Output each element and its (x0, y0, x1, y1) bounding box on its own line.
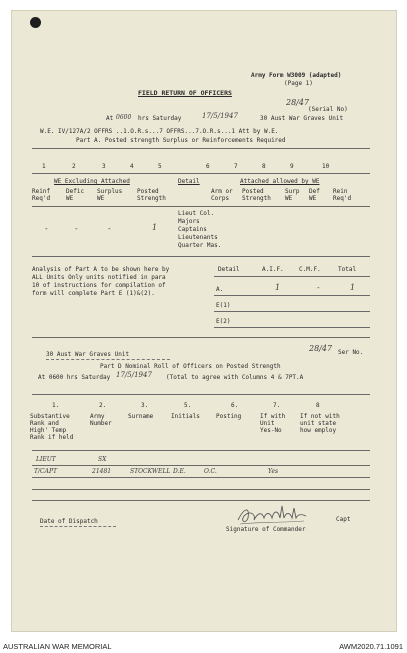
d-header-with-unit: If with Unit Yes-No (260, 413, 286, 434)
entry-army-prefix: SX (98, 456, 107, 463)
analysis-row-a-aif: 1 (275, 283, 281, 292)
value-posted: 1 (152, 223, 158, 232)
time-value: 0600 (116, 114, 132, 121)
commander-signature (236, 502, 308, 528)
analysis-line-2: ALL Units Only units notified in para (32, 274, 166, 281)
header-posted: Posted Strength (137, 188, 166, 202)
value-reinf: - (45, 224, 48, 233)
header-rein: Rein Req'd (333, 188, 352, 202)
analysis-header-total: Total (338, 266, 357, 273)
rule (32, 206, 370, 207)
rule (214, 311, 370, 312)
header-defic: Defic WE (66, 188, 85, 202)
entry-rank-sub: LIEUT (36, 456, 56, 463)
rule (32, 489, 370, 490)
header-arm-corps: Arm or Corps (211, 188, 233, 202)
entry-surname: STOCKWELL (130, 468, 171, 475)
d-header-army-number: Army Number (90, 413, 112, 427)
value-surplus: - (108, 224, 111, 233)
d-col-num-8: 8 (316, 402, 320, 409)
part-d-unit: 30 Aust War Graves Unit (46, 351, 130, 358)
signature-label: Signature of Commander (226, 526, 306, 533)
rank-captains: Captains (178, 226, 207, 233)
analysis-header-aif: A.I.F. (262, 266, 284, 273)
value-defic: - (75, 224, 78, 233)
col-num-5: 5 (158, 163, 162, 170)
col-num-10: 10 (322, 163, 330, 170)
d-col-num-6: 6. (231, 402, 239, 409)
analysis-row-a-cmf: - (317, 283, 320, 292)
group-heading-left: WE Excluding Attached (54, 178, 130, 185)
part-d-title: Part D Nominal Roll of Officers on Posted Strength (100, 363, 281, 370)
header-reinf: Reinf Req'd (32, 188, 51, 202)
time-prefix: At (106, 115, 114, 122)
analysis-row-a-label: A. (216, 286, 224, 293)
header-def: Def WE (309, 188, 320, 202)
header-surplus: Surplus WE (97, 188, 123, 202)
rule (32, 394, 370, 395)
col-num-7: 7 (234, 163, 238, 170)
rule (214, 295, 370, 296)
d-col-num-5: 5. (184, 402, 192, 409)
rule (214, 327, 370, 328)
rank-majors: Majors (178, 218, 200, 225)
d-header-how-employ: If not with unit state how employ (300, 413, 340, 434)
form-number: Army Form W3009 (adapted) (251, 72, 342, 79)
time-mid: hrs Saturday (138, 115, 182, 122)
capt-suffix: Capt (336, 516, 351, 523)
rule (40, 526, 116, 527)
rule (32, 500, 370, 501)
rule (32, 477, 370, 478)
analysis-header-cmf: C.M.F. (299, 266, 321, 273)
rule (32, 337, 370, 338)
col-num-8: 8 (262, 163, 266, 170)
part-d-serial-value: 28/47 (309, 344, 333, 353)
analysis-header-detail: Detail (218, 266, 240, 273)
part-d-time-prefix: At 0600 hrs Saturday (38, 374, 111, 381)
part-a-title: Part A. Posted strength Surplus or Reinforcements Required (76, 137, 286, 144)
page-indicator: (Page 1) (284, 80, 313, 87)
col-num-6: 6 (206, 163, 210, 170)
header-surp: Surp WE (285, 188, 300, 202)
analysis-row-e2-label: E(2) (216, 318, 231, 325)
entry-posting: O.C. (204, 468, 217, 475)
col-num-4: 4 (130, 163, 134, 170)
rank-quarter-mas: Quarter Mas. (178, 242, 222, 249)
analysis-row-a-total: 1 (350, 283, 356, 292)
entry-rank-temp: T/CAPT (34, 468, 57, 475)
d-header-posting: Posting (216, 413, 242, 420)
d-col-num-1: 1. (52, 402, 60, 409)
rule (32, 465, 370, 466)
caption-institution: AUSTRALIAN WAR MEMORIAL (3, 642, 112, 651)
d-header-rank: Substantive Rank and High' Temp Rank if held (30, 413, 74, 441)
analysis-line-1: Analysis of Part A to be shown here by (32, 266, 170, 273)
entry-initials: D.E. (173, 468, 186, 475)
rule (32, 148, 370, 149)
col-num-9: 9 (290, 163, 294, 170)
date-of-dispatch-label: Date of Dispatch (40, 518, 98, 525)
col-num-1: 1 (42, 163, 46, 170)
part-d-time-suffix: (Total to agree with Columns 4 & 7PT.A (166, 374, 304, 381)
rule (46, 359, 170, 360)
document-page (11, 10, 397, 632)
serial-value: 28/47 (286, 98, 310, 107)
analysis-line-3: 10 of instructions for compilation of (32, 282, 166, 289)
group-heading-detail: Detail (178, 178, 200, 185)
analysis-line-4: form will complete Part E (1)&(2). (32, 290, 155, 297)
rank-lieutenants: Lieutenants (178, 234, 218, 241)
rule (32, 450, 370, 451)
rank-lieut-col: Lieut Col. (178, 210, 215, 217)
part-d-date: 17/5/1947 (116, 371, 152, 379)
rule (32, 173, 370, 174)
form-title: FIELD RETURN OF OFFICERS (138, 89, 232, 97)
d-col-num-3: 3. (141, 402, 149, 409)
d-header-surname: Surname (128, 413, 154, 420)
entry-with-unit: Yes (268, 468, 279, 475)
d-col-num-2: 2. (99, 402, 107, 409)
caption-accession-number: AWM2020.71.1091 (339, 642, 403, 651)
analysis-row-e1-label: E(1) (216, 302, 231, 309)
unit-text: 30 Aust War Graves Unit (260, 115, 344, 122)
d-col-num-7: 7. (273, 402, 281, 409)
header-posted-attached: Posted Strength (242, 188, 271, 202)
archive-caption (0, 640, 407, 653)
serial-label: (Serial No) (308, 106, 348, 113)
col-num-3: 3 (102, 163, 106, 170)
rule (214, 276, 370, 277)
rule (32, 256, 370, 257)
punch-hole (30, 17, 41, 28)
we-line: W.E. IV/127A/2 OFFRS ..1.O.R.s...7 OFFRS...7.O.R.s...1 Att by W.E. (40, 128, 279, 135)
col-num-2: 2 (72, 163, 76, 170)
entry-army-number: 21481 (92, 468, 112, 475)
date-value: 17/5/1947 (202, 112, 238, 120)
group-heading-right: Attached allowed by WE (240, 178, 320, 185)
d-header-initials: Initials (171, 413, 200, 420)
part-d-serial-label: Ser No. (338, 349, 364, 356)
